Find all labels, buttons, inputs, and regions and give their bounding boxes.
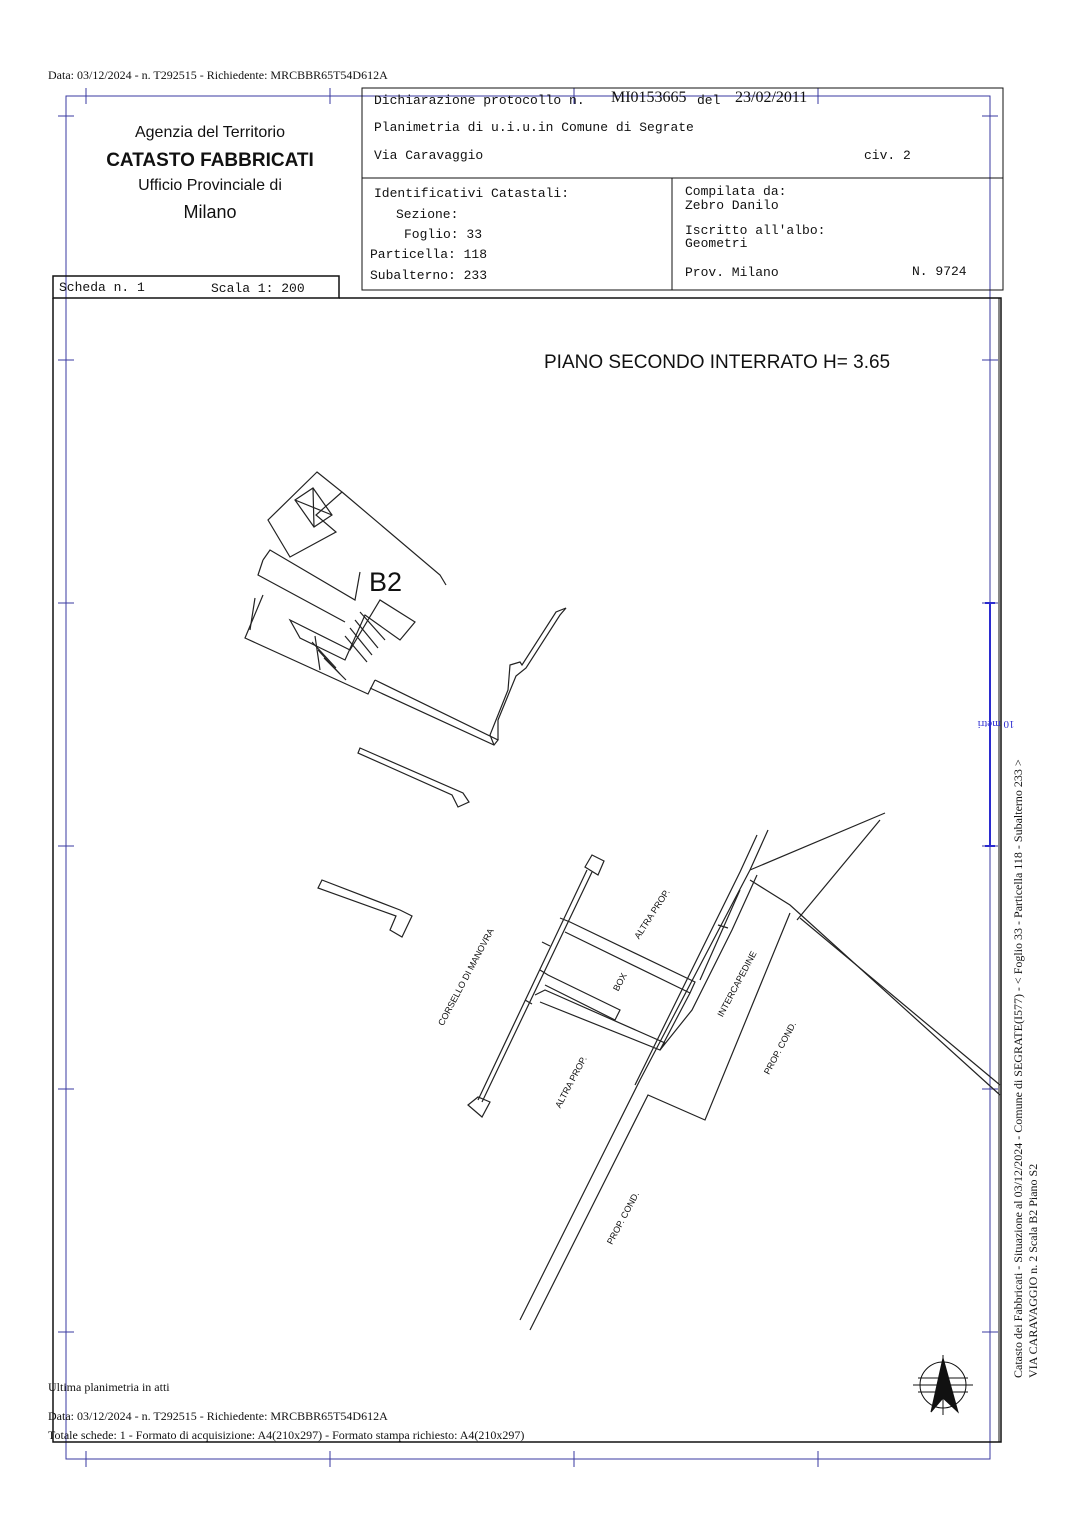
label-prop-cond-2: PROP. COND. — [604, 1189, 642, 1247]
label-prop-cond-1: PROP. COND. — [761, 1019, 799, 1077]
label-box: BOX — [611, 971, 629, 993]
label-altra-prop-1: ALTRA PROP. — [632, 887, 672, 941]
sezione-field: Sezione: — [396, 207, 459, 222]
albo-value: Geometri — [685, 236, 748, 251]
scale-bar-label: 10 metri — [977, 718, 1015, 730]
plan-title: PIANO SECONDO INTERRATO H= 3.65 — [544, 352, 891, 373]
compiler-name: Zebro Danilo — [685, 198, 779, 213]
footer-ultima: Ultima planimetria in atti — [48, 1380, 170, 1394]
floor-plan — [245, 472, 1000, 1330]
sheet-frame — [53, 298, 1001, 1442]
foglio-field: Foglio: 33 — [404, 227, 483, 242]
registration-frame — [58, 88, 998, 1467]
header-request-line: Data: 03/12/2024 - n. T292515 - Richiedente: MRCBBR65T54D612A — [48, 68, 388, 82]
albo-number: N. 9724 — [912, 264, 967, 279]
catasto-title: CATASTO FABBRICATI — [106, 150, 314, 171]
unit-label: B2 — [369, 567, 403, 597]
agency-name: Agenzia del Territorio — [134, 124, 285, 141]
declaration-number: MI0153665 — [611, 89, 687, 106]
office-label: Ufficio Provinciale di — [138, 177, 282, 194]
planimetria-line: Planimetria di u.i.u.in Comune di Segrate — [374, 120, 694, 135]
footer-request-line: Data: 03/12/2024 - n. T292515 - Richiedente: MRCBBR65T54D612A — [48, 1409, 388, 1423]
side-caption — [1011, 759, 1041, 1378]
footer-totale: Totale schede: 1 - Formato di acquisizione: A4(210x297) - Formato stampa richiesto: A4(210x297) — [48, 1428, 525, 1442]
office-city: Milano — [183, 202, 237, 222]
albo-label: Iscritto all'albo: — [685, 223, 826, 238]
compiler-province: Prov. Milano — [685, 265, 779, 280]
compiler-label: Compilata da: — [685, 184, 787, 199]
scheda-number: Scheda n. 1 — [59, 280, 145, 295]
label-altra-prop-2: ALTRA PROP. — [553, 1054, 589, 1110]
side-caption-line2: VIA CARAVAGGIO n. 2 Scala B2 Piano S2 — [1026, 1163, 1040, 1378]
label-corsello: CORSELLO DI MANOVRA — [436, 926, 496, 1028]
declaration-date: 23/02/2011 — [735, 89, 808, 106]
subalterno-field: Subalterno: 233 — [370, 268, 488, 283]
identifiers-title: Identificativi Catastali: — [374, 186, 570, 201]
particella-field: Particella: 118 — [370, 247, 488, 262]
label-intercapedine: INTERCAPEDINE — [715, 949, 759, 1019]
declaration-del: del — [697, 93, 721, 108]
street-address: Via Caravaggio — [374, 148, 484, 163]
declaration-label: Dichiarazione protocollo n. — [374, 93, 585, 108]
scheda-scale: Scala 1: 200 — [211, 281, 305, 296]
civic-number: civ. 2 — [864, 148, 911, 163]
side-caption-line1: Catasto dei Fabbricati - Situazione al 03/12/2024 - Comune di SEGRATE(I577) - < Foglio 33 - Particella 118 - Subalterno 233 > — [1011, 759, 1025, 1378]
north-arrow-icon — [913, 1355, 973, 1415]
